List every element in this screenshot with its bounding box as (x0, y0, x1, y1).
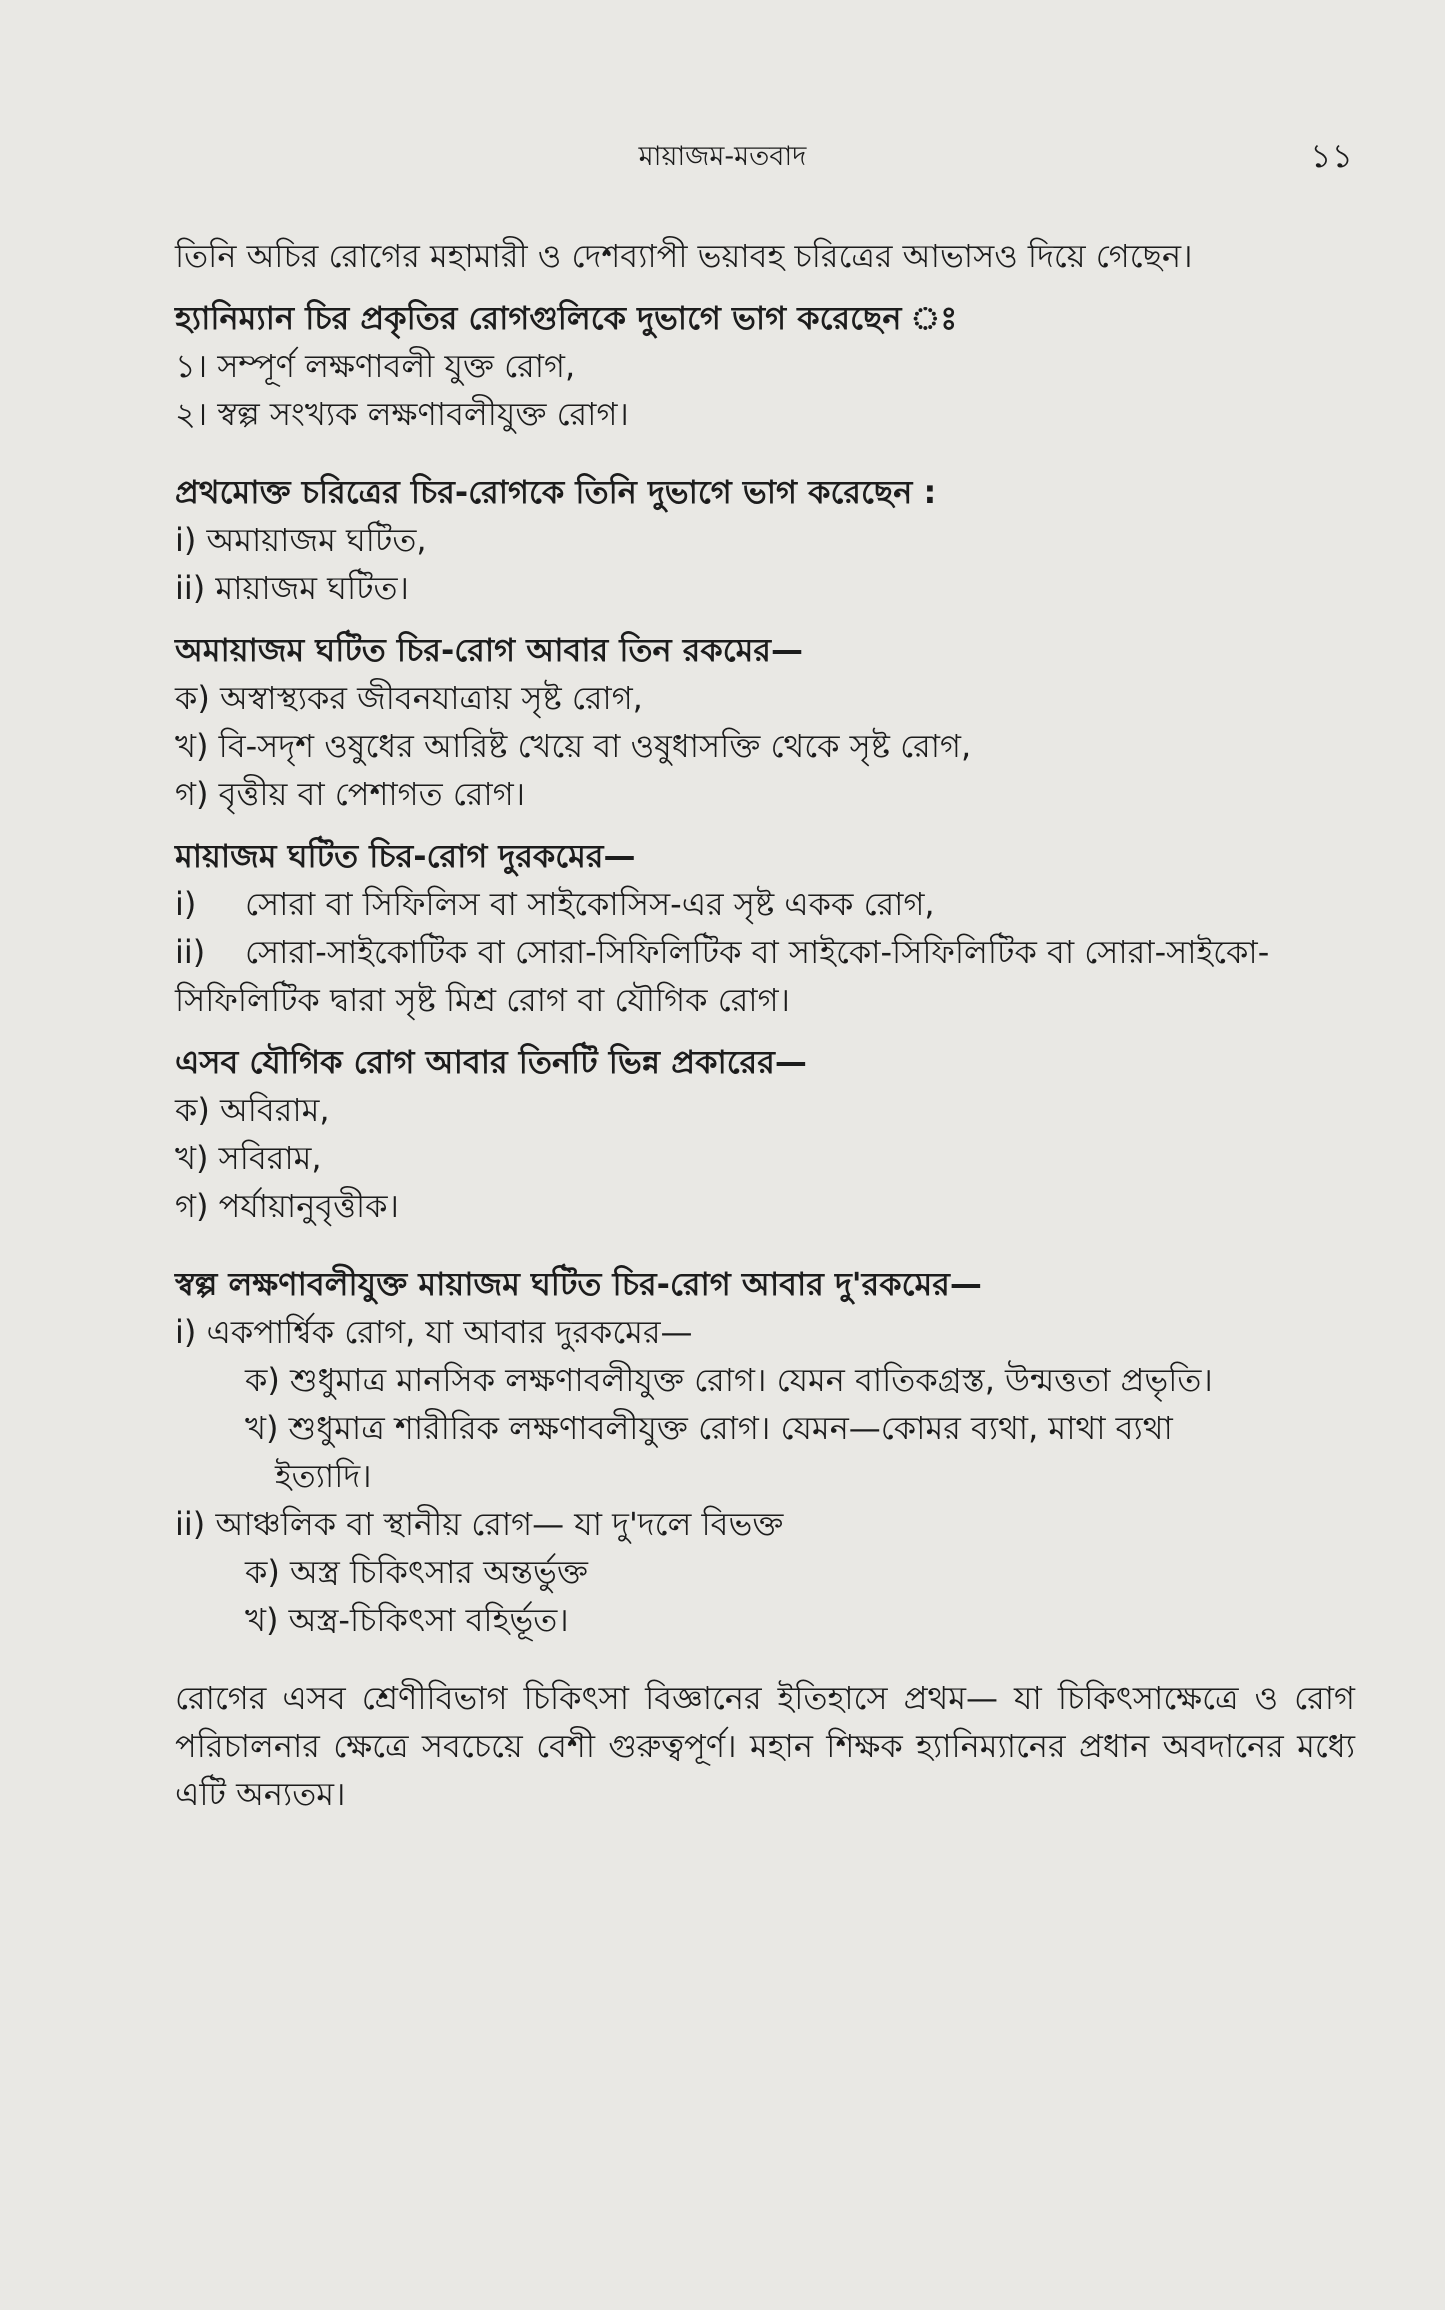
list-item: i) একপার্শ্বিক রোগ, যা আবার দুরকমের— (175, 1313, 693, 1351)
sub-list-item-continuation: ইত্যাদি। (275, 1457, 372, 1495)
list-item: গ) পর্যায়ানুবৃত্তীক। (175, 1187, 399, 1225)
list-item: ক) অবিরাম, (175, 1091, 330, 1129)
conclusion-paragraph: রোগের এসব শ্রেণীবিভাগ চিকিৎসা বিজ্ঞানের ইতিহাসে প্রথম— যা চিকিৎসাক্ষেত্রে ও রোগ পরিচালনার ক্ষেত্রে সবচেয়ে বেশী গুরুত্বপূর্ণ। মহান শিক্ষক হ্যানিম্যানের প্রধান অবদানের মধ্যে এটি অন্যতম। (175, 1679, 1355, 1813)
list-number: ii) (175, 933, 206, 971)
section-heading: অমায়াজম ঘটিত চির-রোগ আবার তিন রকমের— (175, 631, 804, 669)
list-item: i) অমায়াজম ঘটিত, (175, 521, 427, 559)
section-heading: মায়াজম ঘটিত চির-রোগ দুরকমের— (175, 837, 636, 875)
list-text: সোরা বা সিফিলিস বা সাইকোসিস-এর সৃষ্ট একক রোগ, (245, 885, 935, 923)
page-header (0, 130, 1445, 180)
list-item: ii) মায়াজম ঘটিত। (175, 569, 409, 607)
section-heading: হ্যানিম্যান চির প্রকৃতির রোগগুলিকে দুভাগে ভাগ করেছেন ঃ (175, 299, 958, 337)
list-item: ১। সম্পূর্ণ লক্ষণাবলী যুক্ত রোগ, (175, 347, 576, 385)
list-item: খ) সবিরাম, (175, 1139, 322, 1177)
list-item: গ) বৃত্তীয় বা পেশাগত রোগ। (175, 775, 526, 813)
intro-line: তিনি অচির রোগের মহামারী ও দেশব্যাপী ভয়াবহ চরিত্রের আভাসও দিয়ে গেছেন। (175, 237, 1193, 275)
sub-list-item: খ) অস্ত্র-চিকিৎসা বহির্ভূত। (245, 1601, 569, 1639)
list-item: খ) বি-সদৃশ ওষুধের আরিষ্ট খেয়ে বা ওষুধাসক্তি থেকে সৃষ্ট রোগ, (175, 727, 972, 765)
sub-list-item: ক) অস্ত্র চিকিৎসার অন্তর্ভুক্ত (245, 1553, 588, 1591)
section-heading: স্বল্প লক্ষণাবলীযুক্ত মায়াজম ঘটিত চির-রোগ আবার দু'রকমের— (175, 1265, 982, 1303)
section-heading: প্রথমোক্ত চরিত্রের চির-রোগকে তিনি দুভাগে ভাগ করেছেন : (175, 473, 937, 511)
list-item: ক) অস্বাস্থ্যকর জীবনযাত্রায় সৃষ্ট রোগ, (175, 679, 643, 717)
running-head: মায়াজম-মতবাদ (638, 141, 807, 172)
list-text: সোরা-সাইকোটিক বা সোরা-সিফিলিটিক বা সাইকো-সিফিলিটিক বা সোরা-সাইকো- (245, 933, 1270, 971)
sub-list-item: খ) শুধুমাত্র শারীরিক লক্ষণাবলীযুক্ত রোগ। যেমন—কোমর ব্যথা, মাথা ব্যথা (245, 1409, 1173, 1447)
list-item (175, 928, 1355, 976)
list-item (175, 880, 1355, 928)
page-body (175, 232, 1355, 1818)
list-item: ২। স্বল্প সংখ্যক লক্ষণাবলীযুক্ত রোগ। (175, 395, 629, 433)
list-item: ii) আঞ্চলিক বা স্থানীয় রোগ— যা দু'দলে বিভক্ত (175, 1505, 784, 1543)
list-item-continuation: সিফিলিটিক দ্বারা সৃষ্ট মিশ্র রোগ বা যৌগিক রোগ। (175, 981, 790, 1019)
page-number: ১১ (1310, 136, 1353, 175)
sub-list-item: ক) শুধুমাত্র মানসিক লক্ষণাবলীযুক্ত রোগ। যেমন বাতিকগ্রস্ত, উন্মত্ততা প্রভৃতি। (245, 1361, 1213, 1399)
section-heading: এসব যৌগিক রোগ আবার তিনটি ভিন্ন প্রকারের— (175, 1043, 807, 1081)
list-number: i) (175, 885, 197, 923)
